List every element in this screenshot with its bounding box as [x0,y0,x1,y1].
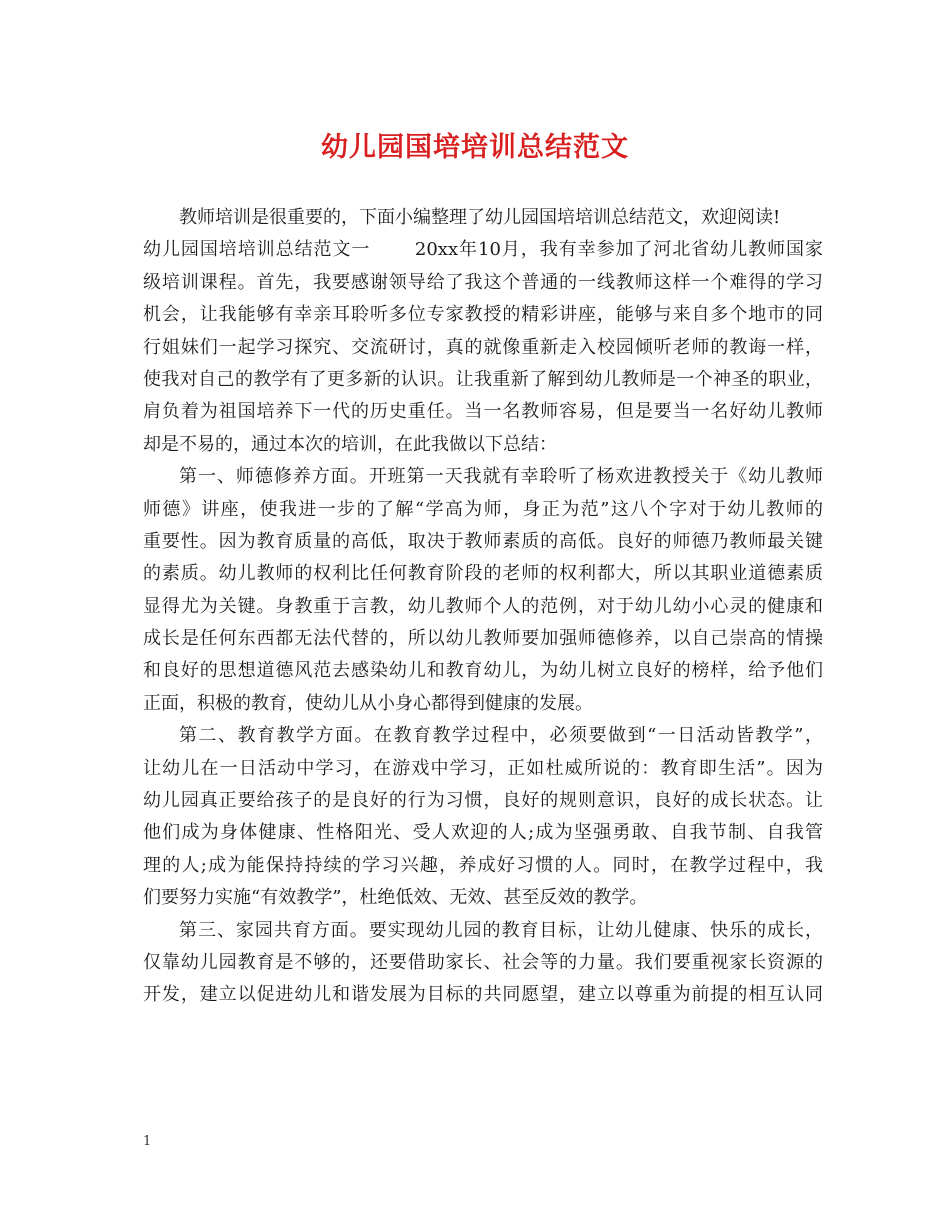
paragraph-line: 幼儿园国培培训总结范文一 20xx年10月，我有幸参加了河北省幼儿教师国家 [143,239,823,261]
paragraph-line: 理的人;成为能保持持续的学习兴趣，养成好习惯的人。同时，在教学过程中，我 [143,854,823,876]
paragraph-line: 肩负着为祖国培养下一代的历史重任。当一名教师容易，但是要当一名好幼儿教师 [143,401,823,423]
paragraph-line: 机会，让我能够有幸亲耳聆听多位专家教授的精彩讲座，能够与来自多个地市的同 [143,304,823,326]
paragraph-line: 师德》讲座，使我进一步的了解“学高为师，身正为范”这八个字对于幼儿教师的 [143,498,823,520]
paragraph-line: 第一、师德修养方面。开班第一天我就有幸聆听了杨欢进教授关于《幼儿教师 [179,466,823,488]
document-body [143,202,823,1012]
paragraph-line: 正面，积极的教育，使幼儿从小身心都得到健康的发展。 [143,692,593,714]
paragraph-line: 级培训课程。首先，我要感谢领导给了我这个普通的一线教师这样一个难得的学习 [143,271,823,293]
paragraph-line: 行姐妹们一起学习探究、交流研讨，真的就像重新走入校园倾听老师的教诲一样， [143,336,823,358]
paragraph-line: 重要性。因为教育质量的高低，取决于教师素质的高低。良好的师德乃教师最关键 [143,530,823,552]
paragraph-line: 幼儿园真正要给孩子的是良好的行为习惯，良好的规则意识，良好的成长状态。让 [143,790,823,812]
paragraph-line: 和良好的思想道德风范去感染幼儿和教育幼儿，为幼儿树立良好的榜样，给予他们 [143,660,823,682]
paragraph-line: 第三、家园共育方面。要实现幼儿园的教育目标，让幼儿健康、快乐的成长， [179,919,823,941]
paragraph-line: 显得尤为关键。身教重于言教，幼儿教师个人的范例，对于幼儿幼小心灵的健康和 [143,595,823,617]
paragraph-line: 使我对自己的教学有了更多新的认识。让我重新了解到幼儿教师是一个神圣的职业， [143,368,823,390]
paragraph-line: 教师培训是很重要的，下面小编整理了幼儿园国培培训总结范文，欢迎阅读! [179,207,781,228]
paragraph-line: 的素质。幼儿教师的权利比任何教育阶段的老师的权利都大，所以其职业道德素质 [143,563,823,585]
paragraph-line: 第二、教育教学方面。在教育教学过程中，必须要做到“一日活动皆教学”， [179,725,823,747]
paragraph-line: 成长是任何东西都无法代替的，所以幼儿教师要加强师德修养，以自己崇高的情操 [143,628,823,650]
paragraph-line: 开发，建立以促进幼儿和谐发展为目标的共同愿望，建立以尊重为前提的相互认同 [143,984,823,1006]
paragraph-line: 让幼儿在一日活动中学习，在游戏中学习，正如杜威所说的：教育即生活”。因为 [143,757,823,779]
paragraph-line: 们要努力实施“有效教学”，杜绝低效、无效、甚至反效的教学。 [143,887,648,909]
page-number: 1 [143,1134,152,1149]
paragraph-line: 他们成为身体健康、性格阳光、受人欢迎的人;成为坚强勇敢、自我节制、自我管 [143,822,823,844]
paragraph-line: 仅靠幼儿园教育是不够的，还要借助家长、社会等的力量。我们要重视家长资源的 [143,951,823,973]
document-title: 幼儿园国培培训总结范文 [321,132,629,163]
paragraph-line: 却是不易的，通过本次的培训，在此我做以下总结： [143,433,557,455]
